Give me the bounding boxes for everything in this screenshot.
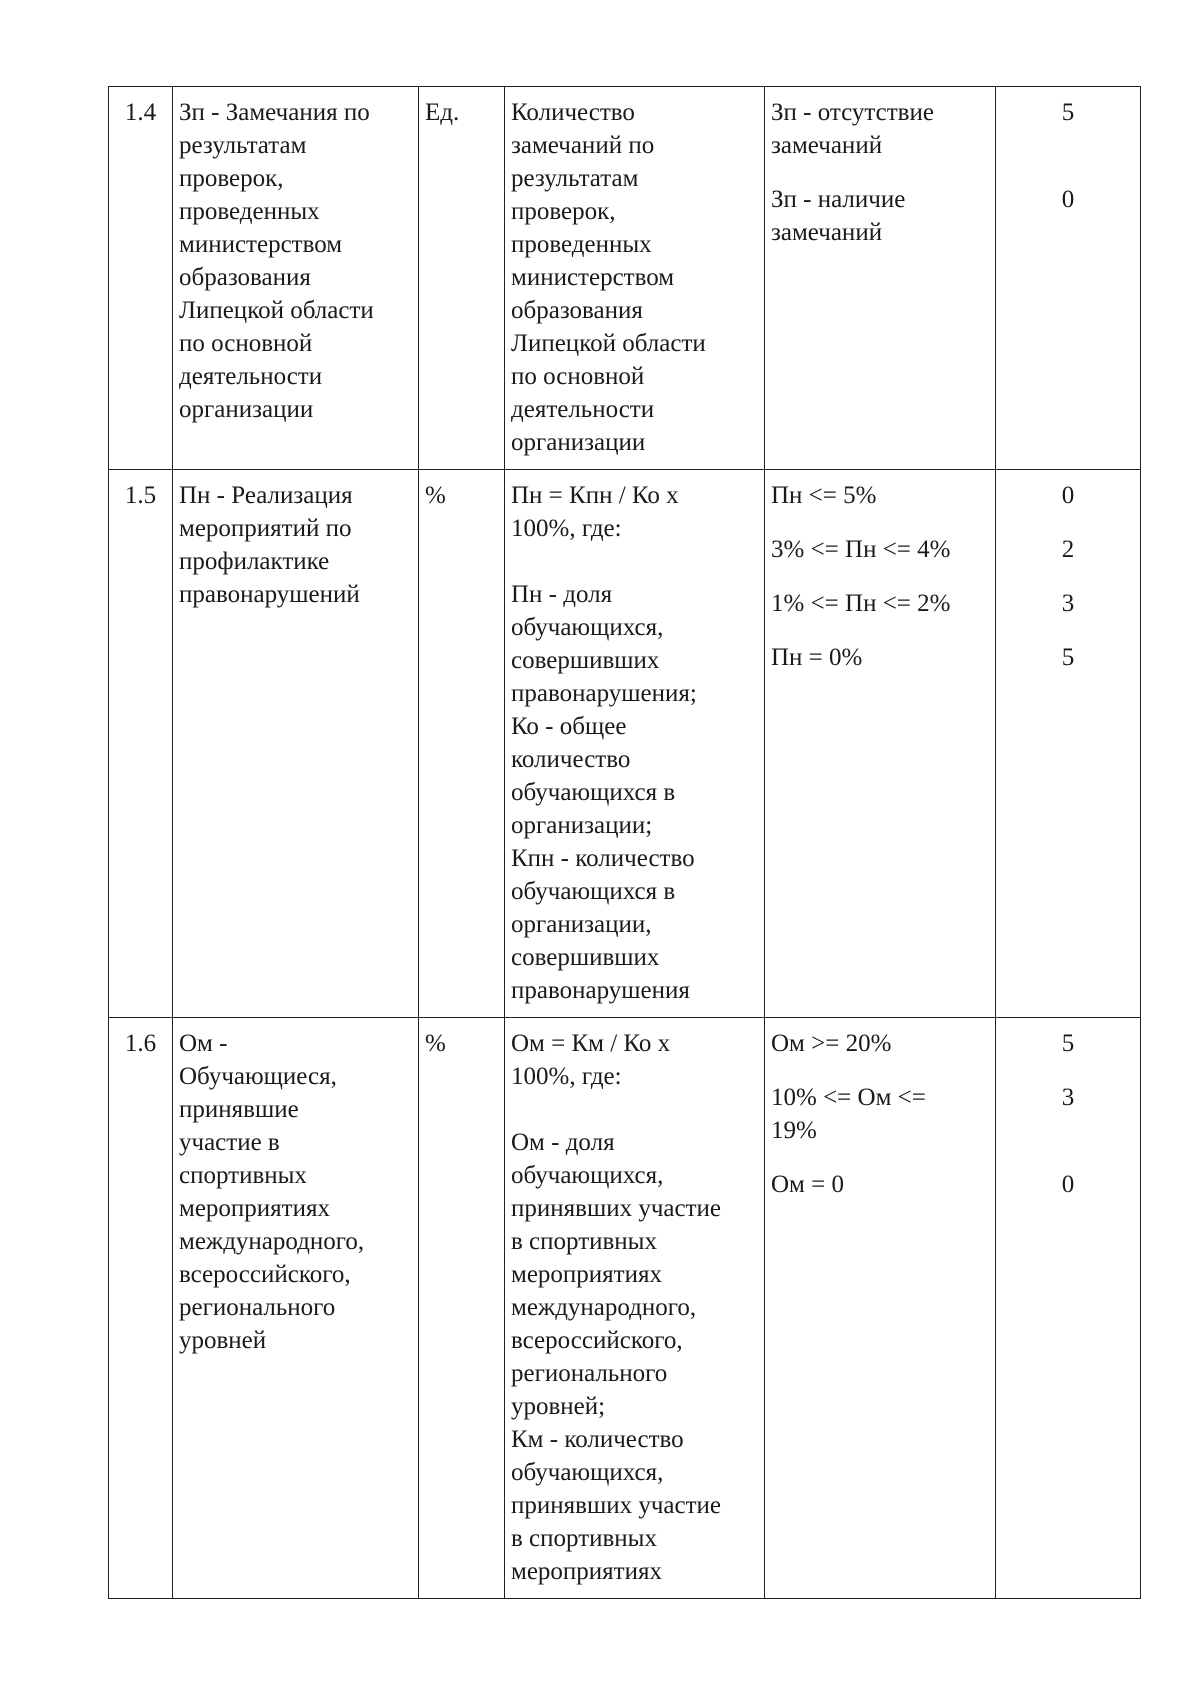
indicator-name-cell <box>173 1018 419 1599</box>
formula-line: обучающихся, <box>511 614 664 641</box>
formula-line: обучающихся в <box>511 878 676 905</box>
formula-line: организации <box>511 429 646 456</box>
condition-item <box>771 96 989 162</box>
indicator-name-line: всероссийского, <box>179 1261 351 1288</box>
formula-line: Пн - доля <box>511 581 613 608</box>
score-cell <box>996 87 1141 470</box>
condition-cell <box>765 87 996 470</box>
condition-item <box>771 479 989 512</box>
row-number-cell: 1.6 <box>109 1018 173 1599</box>
formula-line: Ом = Км / Ко х <box>511 1030 671 1057</box>
indicator-name-line: Липецкой области <box>179 297 374 324</box>
table-body <box>109 87 1141 1599</box>
formula-line: Кпн - количество <box>511 845 695 872</box>
formula-line: принявших участие <box>511 1195 721 1222</box>
indicator-name-line: принявшие <box>179 1096 299 1123</box>
score-value: 0 <box>1061 482 1075 509</box>
formula-line: всероссийского, <box>511 1327 683 1354</box>
indicator-name-line: результатам <box>179 132 307 159</box>
formula-line: количество <box>511 746 631 773</box>
formula-line: Количество <box>511 99 635 126</box>
indicator-name-cell <box>173 87 419 470</box>
table-row <box>109 1018 1141 1599</box>
formula-block <box>511 96 758 459</box>
formula-block <box>511 1126 758 1588</box>
formula-block <box>511 578 758 1007</box>
condition-cell <box>765 470 996 1018</box>
formula-line: 100%, где: <box>511 515 622 542</box>
condition-item <box>771 1081 989 1147</box>
formula-line: в спортивных <box>511 1228 657 1255</box>
score-value: 2 <box>1061 536 1075 563</box>
formula-line: обучающихся в <box>511 779 676 806</box>
indicator-name-line: спортивных <box>179 1162 307 1189</box>
indicator-name-line: регионального <box>179 1294 336 1321</box>
unit-cell: % <box>419 470 505 1018</box>
condition-item <box>771 1027 989 1060</box>
indicator-name-line: мероприятиях <box>179 1195 330 1222</box>
formula-line: правонарушения; <box>511 680 697 707</box>
condition-line: замечаний <box>771 132 883 159</box>
formula-line: Ко - общее <box>511 713 627 740</box>
indicator-name-line: проведенных <box>179 198 320 225</box>
formula-line: министерством <box>511 264 675 291</box>
table-row <box>109 87 1141 470</box>
formula-line: в спортивных <box>511 1525 657 1552</box>
row-number-cell: 1.4 <box>109 87 173 470</box>
formula-block <box>511 1027 758 1093</box>
condition-item <box>771 533 989 566</box>
indicator-name-line: министерством <box>179 231 343 258</box>
formula-line: организации, <box>511 911 652 938</box>
indicator-name-line: международного, <box>179 1228 365 1255</box>
formula-line: мероприятиях <box>511 1261 662 1288</box>
score-value: 5 <box>1061 99 1075 126</box>
score-value: 0 <box>1061 186 1075 213</box>
formula-line: замечаний по <box>511 132 655 159</box>
condition-item <box>771 641 989 674</box>
formula-line: 100%, где: <box>511 1063 622 1090</box>
condition-line: 19% <box>771 1117 817 1144</box>
indicator-name-line: участие в <box>179 1129 280 1156</box>
formula-line: проверок, <box>511 198 616 225</box>
formula-line: результатам <box>511 165 639 192</box>
formula-line: Км - количество <box>511 1426 684 1453</box>
formula-line: образования <box>511 297 643 324</box>
condition-cell <box>765 1018 996 1599</box>
formula-line: Пн = Кпн / Ко х <box>511 482 679 509</box>
formula-line: проведенных <box>511 231 652 258</box>
score-cell <box>996 1018 1141 1599</box>
formula-line: правонарушения <box>511 977 690 1004</box>
condition-line: Пн = 0% <box>771 644 863 671</box>
condition-line: Ом >= 20% <box>771 1030 892 1057</box>
formula-line: регионального <box>511 1360 668 1387</box>
row-number-cell: 1.5 <box>109 470 173 1018</box>
formula-line: обучающихся, <box>511 1459 664 1486</box>
score-value: 5 <box>1061 644 1075 671</box>
indicator-name-cell <box>173 470 419 1018</box>
indicator-name-line: организации <box>179 396 314 423</box>
indicator-name-line: по основной <box>179 330 313 357</box>
condition-line: 3% <= Пн <= 4% <box>771 536 951 563</box>
condition-line: замечаний <box>771 219 883 246</box>
formula-cell <box>505 470 765 1018</box>
indicator-name-line: профилактике <box>179 548 330 575</box>
criteria-table <box>108 86 1141 1599</box>
paragraph-gap <box>511 545 758 578</box>
formula-cell <box>505 87 765 470</box>
formula-line: по основной <box>511 363 645 390</box>
condition-line: Пн <= 5% <box>771 482 877 509</box>
formula-line: мероприятиях <box>511 1558 662 1585</box>
indicator-name-line: деятельности <box>179 363 323 390</box>
formula-line: совершивших <box>511 944 660 971</box>
condition-item <box>771 1168 989 1201</box>
formula-block <box>511 479 758 545</box>
formula-line: Ом - доля <box>511 1129 615 1156</box>
indicator-name-line: мероприятий по <box>179 515 352 542</box>
paragraph-gap <box>511 1093 758 1126</box>
condition-line: 1% <= Пн <= 2% <box>771 590 951 617</box>
indicator-name-line: Пн - Реализация <box>179 482 353 509</box>
indicator-name-line: Зп - Замечания по <box>179 99 370 126</box>
unit-cell: % <box>419 1018 505 1599</box>
condition-line: Зп - отсутствие <box>771 99 934 126</box>
condition-line: Зп - наличие <box>771 186 906 213</box>
condition-line: 10% <= Ом <= <box>771 1084 926 1111</box>
formula-line: принявших участие <box>511 1492 721 1519</box>
condition-item <box>771 587 989 620</box>
table-row <box>109 470 1141 1018</box>
score-cell <box>996 470 1141 1018</box>
indicator-name-line: Обучающиеся, <box>179 1063 337 1090</box>
formula-cell <box>505 1018 765 1599</box>
score-value: 0 <box>1061 1171 1075 1198</box>
condition-line: Ом = 0 <box>771 1171 844 1198</box>
formula-line: организации; <box>511 812 653 839</box>
score-value: 3 <box>1061 590 1075 617</box>
condition-item <box>771 183 989 249</box>
indicator-name-line: образования <box>179 264 311 291</box>
score-value: 5 <box>1061 1030 1075 1057</box>
unit-cell: Ед. <box>419 87 505 470</box>
indicator-name-line: Ом - <box>179 1030 228 1057</box>
formula-line: обучающихся, <box>511 1162 664 1189</box>
indicator-name-line: проверок, <box>179 165 284 192</box>
formula-line: уровней; <box>511 1393 606 1420</box>
formula-line: деятельности <box>511 396 655 423</box>
formula-line: совершивших <box>511 647 660 674</box>
indicator-name-line: правонарушений <box>179 581 360 608</box>
formula-line: международного, <box>511 1294 697 1321</box>
indicator-name-line: уровней <box>179 1327 267 1354</box>
formula-line: Липецкой области <box>511 330 706 357</box>
score-value: 3 <box>1061 1084 1075 1111</box>
